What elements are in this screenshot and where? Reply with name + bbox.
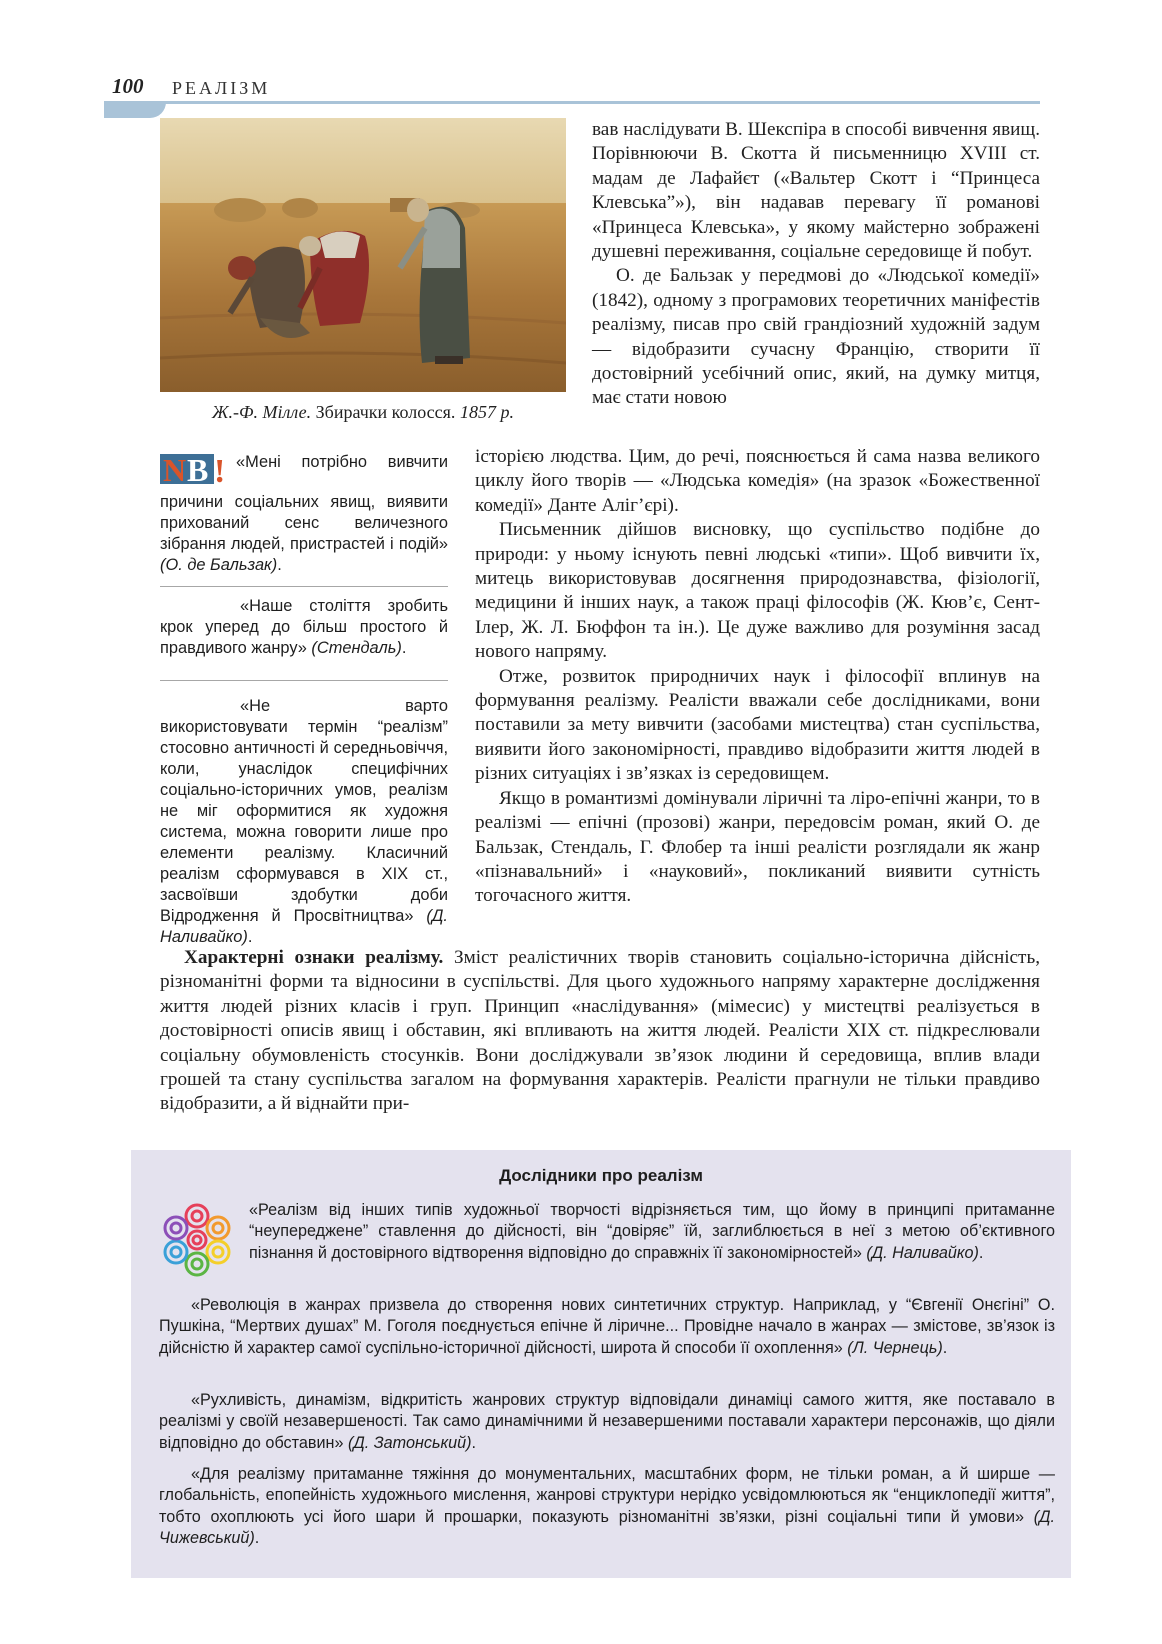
running-head: РЕАЛІЗМ: [172, 78, 271, 98]
box-title: Дослідники про реалізм: [499, 1166, 703, 1185]
body-paragraph: історією людства. Цим, до речі, пояснюється й сама назва великого циклу його творів — «Людська комедія» (на зразок «Божественної комедії» Данте Аліг’єрі).: [475, 446, 1040, 516]
page-number: 100: [112, 74, 144, 98]
sidebar-divider: [160, 680, 448, 681]
body-column-middle: [475, 445, 1040, 909]
sidebar-quote-text: «Наше століття зробить крок уперед до більш простого й правдивого жанру»: [160, 597, 448, 657]
body-section-characteristics: [160, 946, 1040, 1117]
body-paragraph: Письменник дійшов висновку, що суспільство подібне до природи: у ньому існують певні людські «типи». Щоб вивчити їх, митець використовував досягнення природознавства, фізіології, медицини й інших наук, а також праці філософів (Ж. Кюв’є, Сент-Ілер, Ж. Л. Бюффон та ін.). Це дуже важливо для розуміння засад нового напряму.: [475, 519, 1040, 663]
quote-text: «Рухливість, динамізм, відкритість жанрових структур відповідали динаміці самого життя, яке поставало в реалізмі у своїй незавершеності. Так само динамічними й незавершеними поставали характери персонажів, що діяли відповідно до обставин»: [159, 1391, 1055, 1452]
body-paragraph: Якщо в романтизмі домінували ліричні та ліро-епічні жанри, то в реалізмі — епічні (прозові) жанри, передовсім роман, який О. де Бальзак, Стендаль, Г. Флобер та інші реалісти розглядали як жанр «пізнавальний» і «науковий», покликаний виявити сутність тогочасного життя.: [475, 787, 1040, 907]
quote-text: «Реалізм від інших типів художньої творчості відрізняється тим, що йому в принципі притаманне “неупереджене” ставлення до дійсності, він “довіряє” їй, заглиблюється в неї з метою об’єктивного пізнання й достовірного відтворення відповідно до справжніх її закономірностей»: [249, 1201, 1055, 1262]
research-quote-4: [159, 1464, 1055, 1550]
sidebar-quote-author: (О. де Бальзак): [160, 556, 278, 574]
body-column-right: [592, 118, 1040, 411]
caption-title: Збирачки колосся.: [315, 402, 456, 422]
caption-year: 1857 р.: [459, 402, 514, 422]
header-rule: [160, 101, 1040, 104]
research-quote-3: [159, 1390, 1055, 1454]
quote-end: .: [942, 1338, 948, 1357]
body-paragraph: вав наслідувати В. Шекспіра в способі вивчення явищ. Порівнюючи В. Скотта й письменницю XVIII ст. мадам де Лафайєт («Вальтер Скотт і “Принцеса Клевська”»), він надавав перевагу її романові «Принцеса Клевська», у якому майстерно зображені душевні переживання, соціальне середовище й побут.: [592, 119, 1040, 263]
sidebar-quote-text: «Не варто використовувати термін “реалізм” стосовно античності й середньовіччя, коли, унаслідок специфічних соціально-історичних умов, реалізм не міг оформитися як художня система, можна говорити лише про елементи реалізму. Класичний реалізм сформувався в XIX ст., засвоївши здобутки доби Відродження й Просвітництва»: [160, 697, 448, 925]
quote-end: .: [247, 928, 253, 946]
quote-end: .: [254, 1529, 260, 1548]
sidebar-divider: [160, 586, 448, 587]
header-tab-decoration: [104, 101, 166, 118]
sidebar-quote-3: [160, 696, 448, 948]
quote-end: .: [277, 556, 282, 574]
quote-text: «Революція в жанрах призвела до створення нових синтетичних структур. Наприклад, у “Євгенії Онєгіні” О. Пушкіна, “Мертвих душах” М. Гоголя поєднується епічне й ліричне... Провідне начало в жанрах — змістове, зв’язок із дійсністю й характер самої суспільно-історичної дійсності, широта й способи її охоплення»: [159, 1296, 1055, 1357]
spiral-flower-icon: [159, 1202, 235, 1283]
section-heading: Характерні ознаки реалізму.: [184, 947, 444, 968]
painting-caption: [160, 402, 566, 423]
painting-image: [160, 118, 566, 392]
quote-author: (Д. Затонський): [347, 1433, 472, 1452]
body-paragraph: О. де Бальзак у передмові до «Людської комедії» (1842), одному з програмових теоретичних маніфестів реалізму, писав про свій грандіозний художній задум — відобразити сучасну Францію, створити її достовірний усебічний опис, який, на думку митця, має стати новою: [592, 265, 1040, 409]
sidebar-quote-2: [160, 596, 448, 659]
research-quote-1: [249, 1200, 1055, 1264]
sidebar-quote-1: [160, 452, 448, 576]
nb-logo-icon: [160, 452, 230, 492]
body-paragraph: Отже, розвиток природничих наук і філософії вплинув на формування реалізму. Реалісти вважали себе дослідниками, вони поставили за мету вивчити (засобами мистецтва) стан суспільства, виявити його закономірності, правдиво відобразити життя людей в різних ситуаціях і зв’язках із середовищем.: [475, 665, 1040, 785]
research-quote-2: [159, 1295, 1055, 1359]
svg-text:!: !: [214, 453, 226, 486]
svg-text:N: N: [163, 452, 187, 486]
sidebar-quote-text: «Мені потрібно вивчити причини соціальних явищ, виявити прихований сенс величезного зібрання людей, пристрастей і подій»: [160, 453, 448, 553]
researchers-box: [131, 1150, 1071, 1578]
quote-end: .: [471, 1433, 477, 1452]
caption-author: Ж.-Ф. Мілле.: [212, 402, 312, 422]
page-header: [0, 0, 1162, 120]
quote-author: (Д. Чижевський): [159, 1507, 1055, 1548]
quote-end: .: [978, 1243, 984, 1262]
quote-text: «Для реалізму притаманне тяжіння до монументальних, масштабних форм, не тільки роман, а й ширше — глобальність, епопейність художнього мислення, жанрові структури нерідко усвідомлюються як “енциклопедії життя”, тобто охоплюють усі його шари й прошарки, показують різноманітні зв’язки, різні соціальні типи й умови»: [159, 1465, 1055, 1526]
body-paragraph: Зміст реалістичних творів становить соціально-історична дійсність, різноманітні форми та відносини в суспільстві. Для цього художнього напряму характерне дослідження життя людей різних класів і груп. Принцип «наслідування» (мімесис) у мистецтві реалізується в достовірності описів явищ і обставин, які впливають на життя людей. Реалісти XIX ст. підкреслювали соціальну обумовленість стосунків. Вони досліджували зв’язок людини й середовища, вплив влади грошей та стану суспільства загалом на формування характерів. Реалісти прагнули не тільки правдиво відобразити, а й віднайти при-: [160, 947, 1040, 1115]
sidebar-quote-author: (Д. Наливайко): [160, 907, 448, 946]
quote-author: (Д. Наливайко): [866, 1243, 979, 1262]
quote-author: (Л. Чернець): [847, 1338, 943, 1357]
quote-end: .: [401, 639, 407, 657]
svg-text:B: B: [187, 452, 209, 486]
sidebar-quote-author: (Стендаль): [311, 639, 402, 657]
